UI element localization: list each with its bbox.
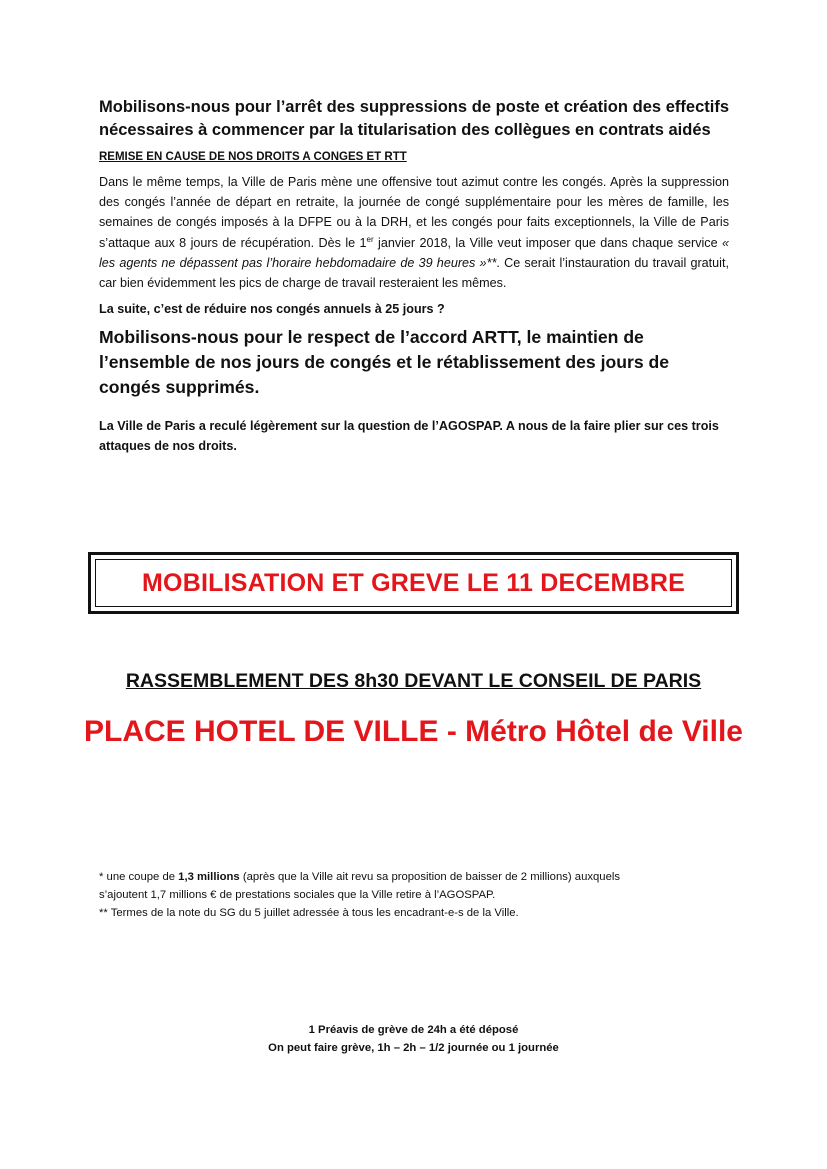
strike-banner-inner [95, 559, 732, 607]
paragraph-part3: . Ce serait l’instauration du travail gratuit, car bien évidemment les pics de charge de travail resteraient les mêmes. [99, 255, 729, 291]
paragraph-superscript: er [366, 234, 374, 244]
bottom-notice [0, 1021, 827, 1057]
preavis-line: 1 Préavis de grève de 24h a été déposé [308, 1024, 519, 1036]
intro-heading: Mobilisons-nous pour l’arrêt des suppressions de poste et création des effectifs nécessaires à commencer par la titularisation des collègues en contrats aidés [99, 98, 729, 139]
strike-banner [88, 552, 739, 614]
footnote-1-line-2: s’ajoutent 1,7 millions € de prestations sociales que la Ville retire à l’AGOSPAP. [99, 888, 496, 901]
section-title: REMISE EN CAUSE DE NOS DROITS A CONGES ET RTT [99, 151, 407, 163]
greve-options-line: On peut faire grève, 1h – 2h – 1/2 journée ou 1 journée [268, 1042, 559, 1054]
artt-heading: Mobilisons-nous pour le respect de l’accord ARTT, le maintien de l’ensemble de nos jours de congés et le rétablissement des jours de congés supprimés. [99, 327, 670, 398]
footnotes [99, 869, 739, 922]
footnote-1-rest: (après que la Ville ait revu sa proposition de baisser de 2 millions) auxquels [239, 871, 621, 883]
footnote-2: ** Termes de la note du SG du 5 juillet adressée à tous les encadrant-e-s de la Ville. [99, 906, 519, 919]
conges-paragraph [99, 172, 729, 293]
paragraph-part2: janvier 2018, la Ville veut imposer que dans chaque service [373, 235, 722, 250]
footnote-1-bold: 1,3 millions [178, 871, 240, 883]
place-heading: PLACE HOTEL DE VILLE - Métro Hôtel de Ville [84, 715, 743, 748]
page-body [99, 96, 729, 456]
question-line: La suite, c’est de réduire nos congés annuels à 25 jours ? [99, 302, 445, 317]
rally-heading: RASSEMBLEMENT DES 8h30 DEVANT LE CONSEIL DE PARIS [125, 670, 702, 692]
paragraph-quote: « les agents ne dépassent pas l’horaire hebdomadaire de 39 heures »** [99, 235, 729, 270]
paragraph-part1: Dans le même temps, la Ville de Paris mène une offensive tout azimut contre les congés. Après la suppression des congés l’année de départ en retraite, la journée de congé supplémentaire pour les mères de famille, les semaines de congés imposés à la DFPE ou à la DRH, et les congés pour faits exceptionnels, la Ville de Paris s’attaque aux 8 jours de récupération. Dès le 1 [99, 175, 729, 250]
footnote-1-line-1 [99, 869, 739, 887]
footnote-1-prefix: * une coupe de [99, 871, 179, 883]
agospap-note: La Ville de Paris a reculé légèrement sur la question de l’AGOSPAP. A nous de la faire plier sur ces trois attaques de nos droits. [99, 419, 719, 454]
strike-banner-text: MOBILISATION ET GREVE LE 11 DECEMBRE [142, 568, 685, 597]
